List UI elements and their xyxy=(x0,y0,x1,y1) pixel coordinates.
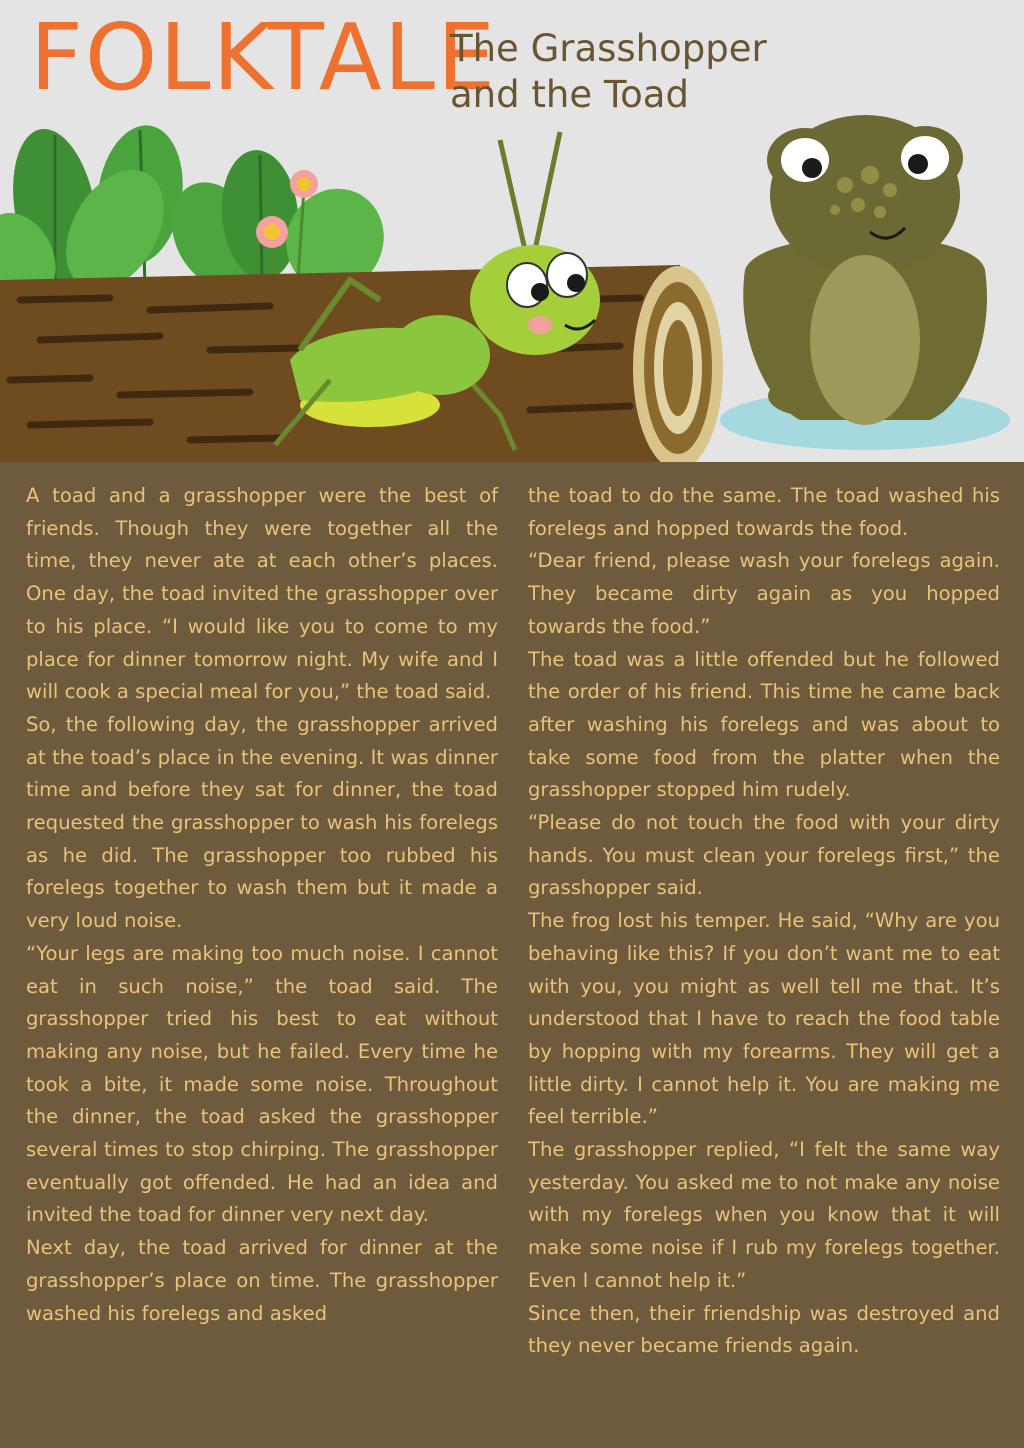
story-paragraph: The frog lost his temper. He said, “Why are you behaving like this? If you don’t want me to eat with you, you might as well tell me that. It’s understood that I have to reach the food table by hopping with my forearms. They will get a little dirty. I cannot help it. You are making me feel terrible.” xyxy=(528,909,1000,1129)
story-column-right xyxy=(528,480,1000,1363)
story-paragraph: “Dear friend, please wash your forelegs again. They became dirty again as you hopped towards the food.” xyxy=(528,549,1000,638)
story-paragraph: “Your legs are making too much noise. I cannot eat in such noise,” the toad said. The grasshopper tried his best to eat without making any noise, but he failed. Every time he took a bite, it made some noise. Throughout the dinner, the toad asked the grasshopper several times to stop chirping. The grasshopper eventually got offended. He had an idea and invited the toad for dinner very next day. xyxy=(26,941,498,1227)
story-paragraph: A toad and a grasshopper were the best of friends. Though they were together all the time, they never ate at each other’s places. One day, the toad invited the grasshopper over to his place. “I would like you to come to my place for dinner tomorrow night. My wife and I will cook a special meal for you,” the toad said. xyxy=(26,484,498,704)
story-paragraph: So, the following day, the grasshopper arrived at the toad’s place in the evening. It was dinner time and before they sat for dinner, the toad requested the grasshopper to wash his forelegs as he did. The grasshopper too rubbed his forelegs together to wash them but it made a very loud noise. xyxy=(26,712,498,933)
story-column-left xyxy=(26,480,498,1330)
story-paragraph: Next day, the toad arrived for dinner at the grasshopper’s place on time. The grasshopper washed his forelegs and asked xyxy=(26,1236,498,1325)
story-title-line-1: The Grasshopper xyxy=(450,27,767,70)
story-paragraph: The grasshopper replied, “I felt the same way yesterday. You asked me to not make any noise with my forelegs when you know that it will make some noise if I rub my forelegs together. Even I cannot help it.” xyxy=(528,1138,1000,1292)
story-title-line-2: and the Toad xyxy=(450,73,689,116)
illustration-banner xyxy=(0,0,1024,462)
story-paragraph: Since then, their friendship was destroyed and they never became friends again. xyxy=(528,1301,1000,1358)
story-paragraph: “Please do not touch the food with your dirty hands. You must clean your forelegs first,” the grasshopper said. xyxy=(528,811,1000,900)
story-paragraph: The toad was a little offended but he followed the order of his friend. This time he came back after washing his forelegs and was about to take some food from the platter when the grasshopper stopped him rudely. xyxy=(528,647,1000,802)
toad-icon xyxy=(743,115,987,425)
story-title xyxy=(450,26,767,118)
story-paragraph: the toad to do the same. The toad washed his forelegs and hopped towards the food. xyxy=(528,484,1000,540)
page-title: FOLKTALE xyxy=(30,4,498,111)
